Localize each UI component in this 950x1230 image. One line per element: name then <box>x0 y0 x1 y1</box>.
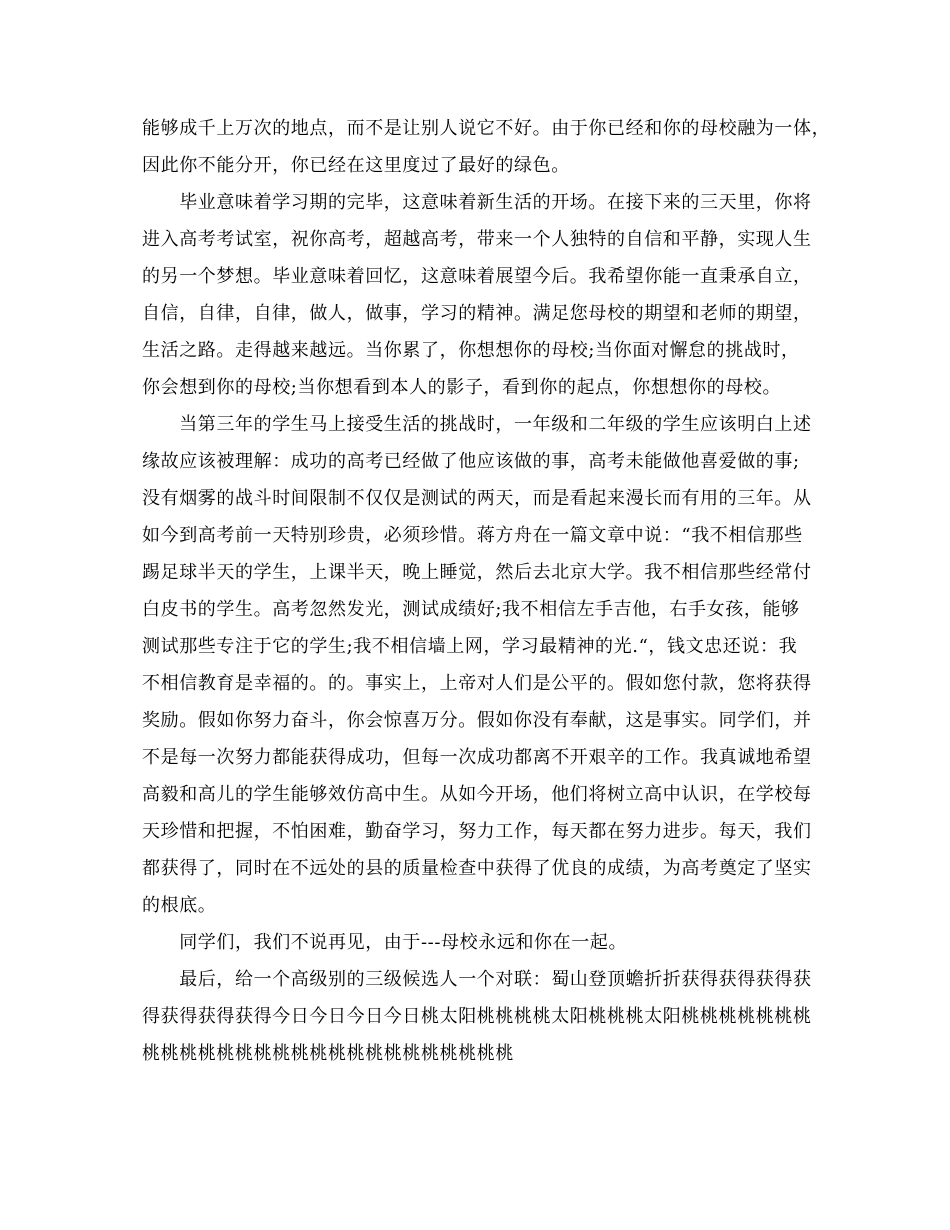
text-line: 进入高考考试室，祝你高考，超越高考，带来一个人独特的自信和平静，实现人生 <box>142 229 812 250</box>
text-line: 不是每一次努力都能获得成功，但每一次成功都离不开艰辛的工作。我真诚地希望 <box>142 747 812 768</box>
text-line: 你会想到你的母校;当你想看到本人的影子，看到你的起点，你想想你的母校。 <box>142 377 782 398</box>
text-line: 高毅和高儿的学生能够效仿高中生。从如今开场，他们将树立高中认识，在学校每 <box>142 784 812 805</box>
document-body <box>142 110 831 1072</box>
text-line: 天珍惜和把握，不怕困难，勤奋学习，努力工作，每天都在努力进步。每天，我们 <box>142 821 812 842</box>
text-line: 得获得获得获得今日今日今日今日桃太阳桃桃桃桃太阳桃桃桃太阳桃桃桃桃桃桃桃 <box>142 1006 812 1027</box>
text-line: 如今到高考前一天特别珍贵，必须珍惜。蒋方舟在一篇文章中说：“我不相信那些 <box>142 525 803 546</box>
text-line: 桃桃桃桃桃桃桃桃桃桃桃桃桃桃桃桃桃桃桃桃 <box>142 1043 514 1064</box>
text-line: 当第三年的学生马上接受生活的挑战时，一年级和二年级的学生应该明白上述 <box>142 414 812 435</box>
text-line: 自信，自律，自律，做人，做事，学习的精神。满足您母校的期望和老师的期望， <box>142 303 812 324</box>
paragraph-1 <box>142 110 831 184</box>
text-line: 白皮书的学生。高考忽然发光，测试成绩好;我不相信左手吉他，右手女孩，能够 <box>142 599 800 620</box>
text-line: 奖励。假如你努力奋斗，你会惊喜万分。假如你没有奉献，这是事实。同学们，并 <box>142 710 812 731</box>
text-line: 踢足球半天的学生，上课半天，晚上睡觉，然后去北京大学。我不相信那些经常付 <box>142 562 812 583</box>
paragraph-5 <box>142 961 826 1072</box>
text-line: 生活之路。走得越来越远。当你累了，你想想你的母校;当你面对懈怠的挑战时， <box>142 340 800 361</box>
paragraph-2 <box>142 184 826 406</box>
text-line: 没有烟雾的战斗时间限制不仅仅是测试的两天，而是看起来漫长而有用的三年。从 <box>142 488 812 509</box>
text-line: 因此你不能分开，你已经在这里度过了最好的绿色。 <box>142 155 570 176</box>
paragraph-4 <box>142 924 826 961</box>
text-line: 能够成千上万次的地点，而不是让别人说它不好。由于你已经和你的母校融为一体， <box>142 118 831 139</box>
text-line: 毕业意味着学习期的完毕，这意味着新生活的开场。在接下来的三天里，你将 <box>142 192 812 213</box>
text-line: 的根底。 <box>142 895 217 916</box>
text-line: 不相信教育是幸福的。的。事实上，上帝对人们是公平的。假如您付款，您将获得 <box>142 673 812 694</box>
text-line: 最后，给一个高级别的三级候选人一个对联：蜀山登顶蟾折折获得获得获得获 <box>142 969 812 990</box>
text-line: 都获得了，同时在不远处的县的质量检查中获得了优良的成绩，为高考奠定了坚实 <box>142 858 812 879</box>
text-line: 缘故应该被理解：成功的高考已经做了他应该做的事，高考未能做他喜爱做的事; <box>142 451 800 472</box>
text-line: 测试那些专注于它的学生;我不相信墙上网，学习最精神的光.“，钱文忠还说：我 <box>142 636 798 657</box>
text-line: 同学们，我们不说再见，由于---母校永远和你在一起。 <box>142 932 628 953</box>
text-line: 的另一个梦想。毕业意味着回忆，这意味着展望今后。我希望你能一直秉承自立， <box>142 266 812 287</box>
paragraph-3 <box>142 406 826 924</box>
